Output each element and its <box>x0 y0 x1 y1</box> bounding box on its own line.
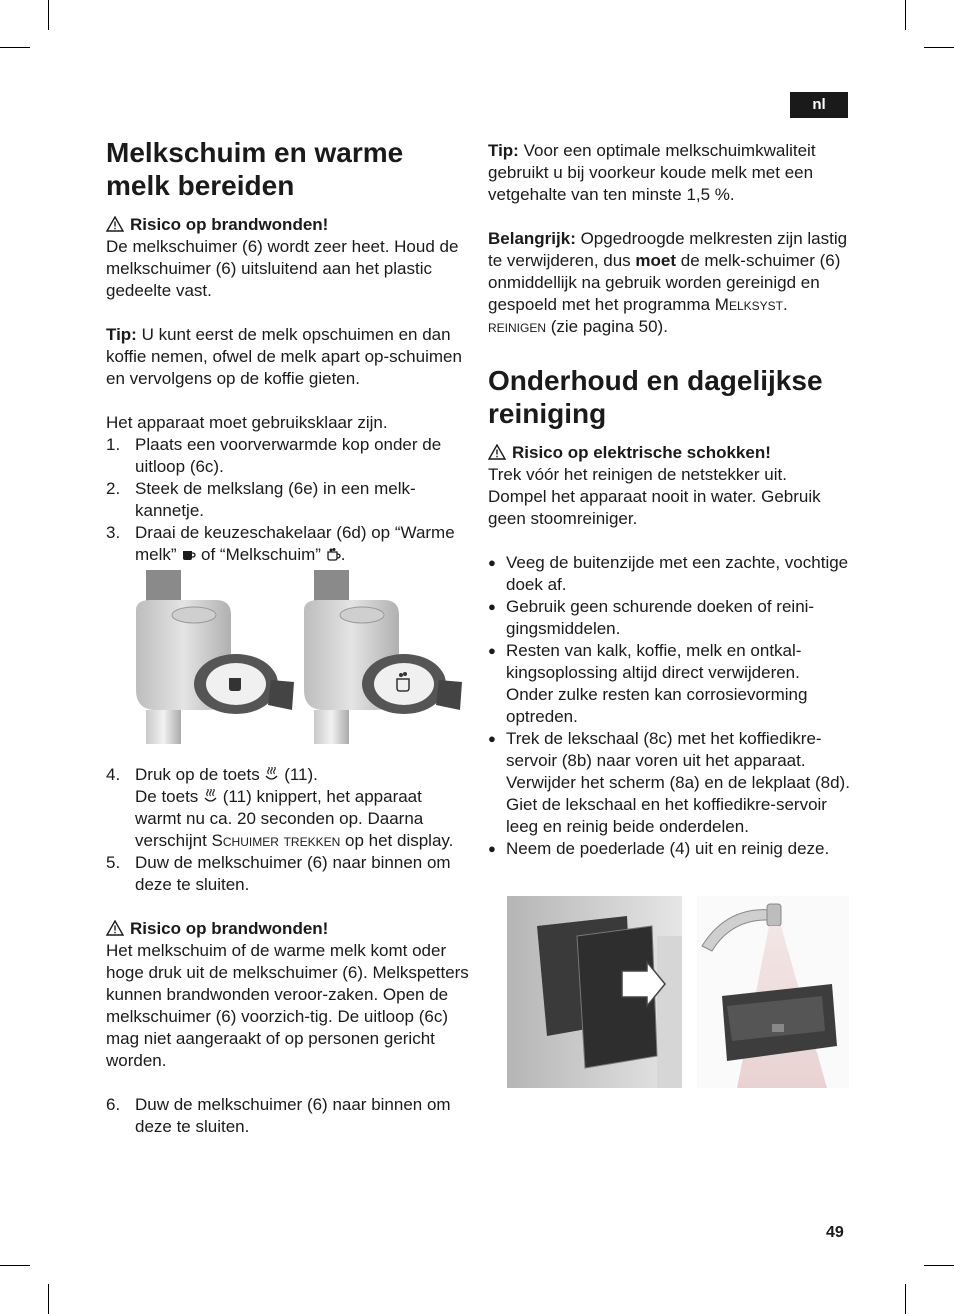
crop-mark <box>905 0 906 30</box>
steps-list-continued <box>106 764 471 896</box>
crop-mark <box>0 1265 30 1266</box>
foam-cup-icon <box>326 547 341 562</box>
drawer-removal-figure <box>507 896 682 1088</box>
cup-icon <box>181 547 196 562</box>
left-column <box>106 136 471 1138</box>
warning-text: Trek vóór het reinigen de netstekker uit. Dompel het apparaat nooit in water. Gebruik geen stoomreiniger. <box>488 465 821 528</box>
warning-triangle-icon <box>106 216 124 232</box>
ready-text: Het apparaat moet gebruiksklaar zijn. <box>106 413 388 432</box>
crop-mark <box>924 47 954 48</box>
warning-text: Het melkschuim of de warme melk komt oder hoge druk uit de melkschuimer (6). Melkspetters kunnen brandwonden veroor-zaken. Open de melkschuimer (6) voorzich-tig. De uitloop (6c) mag niet aangeraakt of op personen gericht worden. <box>106 941 469 1070</box>
cleaning-list <box>488 552 850 860</box>
tip-text: U kunt eerst de melk opschuimen en dan koffie nemen, ofwel de melk apart op-schuimen en vervolgens op de koffie gieten. <box>106 325 462 388</box>
warning-title: Risico op brandwonden! <box>130 215 329 234</box>
page-number: 49 <box>826 1224 844 1241</box>
frother-left <box>136 570 294 744</box>
steps-list <box>106 434 471 566</box>
tip-paragraph <box>488 140 850 206</box>
crop-mark <box>0 47 30 48</box>
step-item: 1. Plaats een voorverwarmde kop onder de uitloop (6c). <box>106 435 442 476</box>
right-column <box>488 140 850 860</box>
tip-text: Voor een optimale melkschuimkwaliteit gebruikt u bij voorkeur koude melk met een vetgehalte van ten minste 1,5 %. <box>488 141 816 204</box>
tip-label: Tip: <box>106 325 137 344</box>
tip-label: Tip: <box>488 141 519 160</box>
important-paragraph: Belangrijk: Opgedroogde melkresten zijn lastig te verwijderen, dus moet de melk-schuimer (6) onmiddellijk na gebruik worden gereinigd en gespoeld met het programma Melksyst. reinigen (zie pagina 50). <box>488 229 848 336</box>
rinsing-figure <box>697 896 849 1088</box>
warning-triangle-icon <box>106 920 124 936</box>
list-item: ● Trek de lekschaal (8c) met het koffiedikre-servoir (8b) naar voren uit het apparaat. Verwijder het scherm (8a) en de lekplaat (8d). Giet de lekschaal en het koffiedikre-servoir leeg en reinig beide onderdelen. <box>488 728 850 838</box>
section-heading: Melkschuim en warme melk bereiden <box>106 137 404 201</box>
warning-title: Risico op brandwonden! <box>130 919 329 938</box>
steam-icon <box>203 789 218 804</box>
crop-mark <box>905 1284 906 1314</box>
crop-mark <box>924 1265 954 1266</box>
warning-text: De melkschuimer (6) wordt zeer heet. Houd de melkschuimer (6) uitsluitend aan het plastic gedeelte vast. <box>106 237 459 300</box>
frother-right <box>304 570 462 744</box>
list-item: ● Veeg de buitenzijde met een zachte, vochtige doek af. <box>488 552 850 596</box>
tip-paragraph <box>106 324 471 390</box>
important-label: Belangrijk: <box>488 229 576 248</box>
warning-heading <box>488 442 850 464</box>
warning-title: Risico op elektrische schokken! <box>512 443 771 462</box>
list-item: ● Resten van kalk, koffie, melk en ontkal-kingsoplossing altijd direct verwijderen. Onder zulke resten kan corrosievorming optreden. <box>488 640 850 728</box>
crop-mark <box>48 0 49 30</box>
language-tab: nl <box>790 92 848 118</box>
warning-heading <box>106 918 471 940</box>
steps-list-final <box>106 1094 471 1138</box>
list-item: ● Gebruik geen schurende doeken of reini-gingsmiddelen. <box>488 596 850 640</box>
section-heading: Onderhoud en dagelijkse reiniging <box>488 365 823 429</box>
step-item: 3. Draai de keuzeschakelaar (6d) op “Warme melk” of “Melkschuim” . <box>106 523 455 564</box>
warning-heading <box>106 214 471 236</box>
step-item: 5. Duw de melkschuimer (6) naar binnen om deze te sluiten. <box>106 853 451 894</box>
step-item: 2. Steek de melkslang (6e) in een melk-kannetje. <box>106 479 416 520</box>
step-item: 6. Duw de melkschuimer (6) naar binnen om deze te sluiten. <box>106 1095 451 1136</box>
milk-frother-illustration <box>136 570 466 744</box>
step-item: 4. Druk op de toets (11). De toets (11) knippert, het apparaat warmt nu ca. 20 seconden op. Daarna verschijnt Schuimer trekken op het display. <box>106 765 454 850</box>
crop-mark <box>48 1284 49 1314</box>
drip-tray-illustration <box>507 896 849 1088</box>
list-item: ● Neem de poederlade (4) uit en reinig deze. <box>488 838 850 860</box>
steam-icon <box>264 767 279 782</box>
warning-triangle-icon <box>488 444 506 460</box>
